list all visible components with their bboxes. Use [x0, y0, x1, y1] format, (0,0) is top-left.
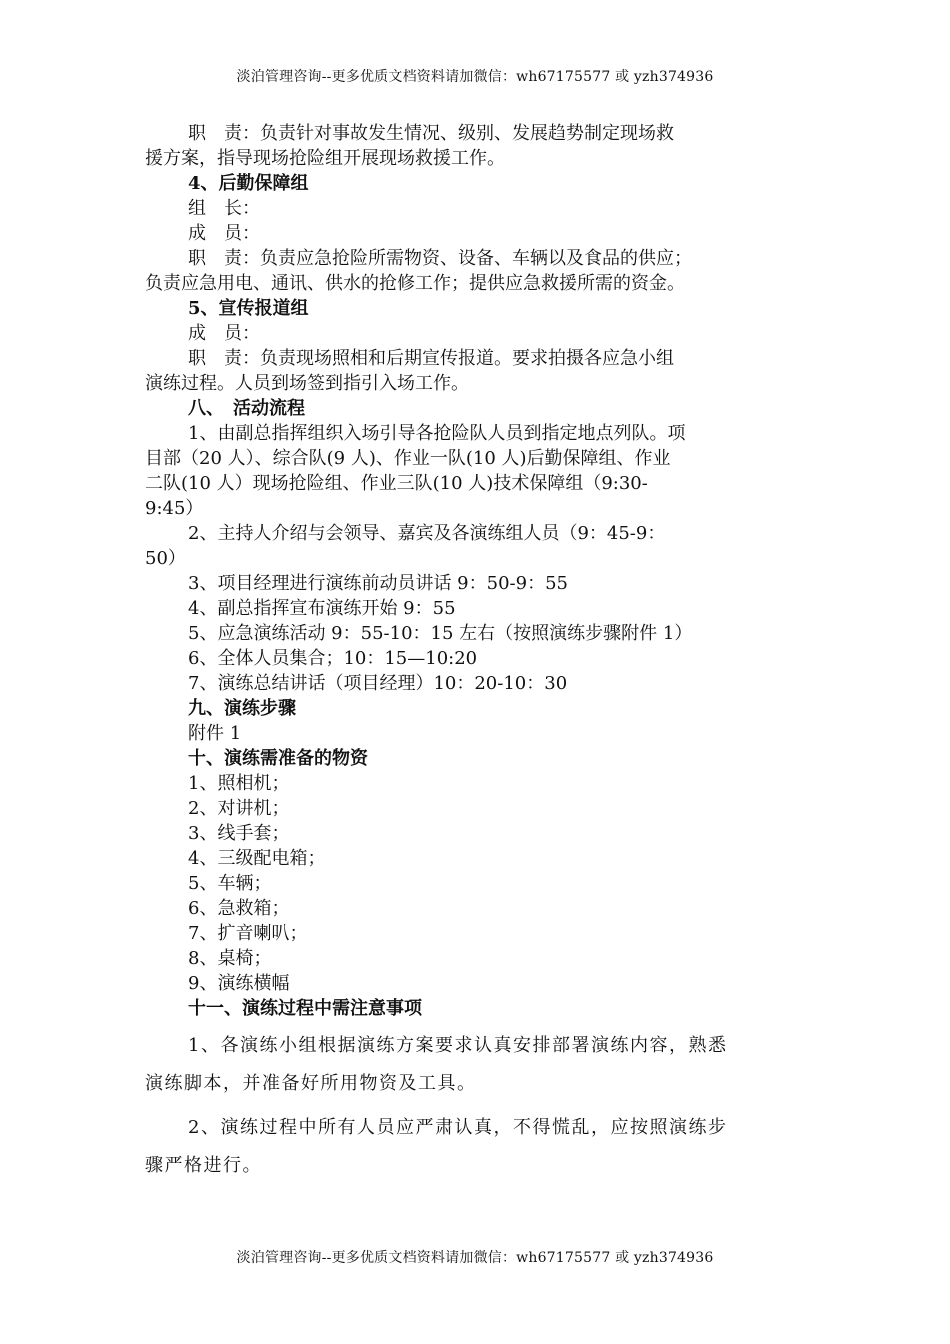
text-line: 4、三级配电箱； — [188, 848, 326, 869]
text-line: 目部（20 人）、综合队(9 人)、作业一队(10 人)后勤保障组、作业 — [145, 448, 671, 469]
text-line: 成 员： — [188, 223, 260, 244]
text-line: 7、扩音喇叭； — [188, 923, 308, 944]
section-heading — [145, 746, 810, 771]
text-line: 职 责：负责现场照相和后期宣传报道。要求拍摄各应急小组 — [188, 348, 674, 369]
text-line: 3、项目经理进行演练前动员讲话 9：50-9：55 — [188, 573, 568, 594]
text-line: 9、演练横幅 — [188, 973, 290, 994]
text-line: 十一、演练过程中需注意事项 — [188, 998, 422, 1019]
page-header: 淡泊管理咨询--更多优质文档资料请加微信：wh67175577 或 yzh374936 — [236, 69, 714, 85]
text-line: 演练过程。人员到场签到指引入场工作。 — [145, 373, 469, 394]
text-line: 5、应急演练活动 9：55-10：15 左右（按照演练步骤附件 1） — [188, 623, 693, 644]
text-line: 9:45） — [145, 498, 204, 519]
paragraph — [145, 1027, 810, 1103]
text-line: 3、线手套； — [188, 823, 290, 844]
text-line: 九、演练步骤 — [188, 698, 296, 719]
text-line: 二队(10 人）现场抢险组、作业三队(10 人)技术保障组（9:30- — [145, 473, 648, 494]
text-line: 附件 1 — [188, 723, 242, 744]
text-line: 1、由副总指挥组织入场引导各抢险队人员到指定地点列队。项 — [188, 423, 686, 444]
paragraph — [145, 571, 810, 596]
paragraph — [145, 221, 810, 246]
text-line: 6、全体人员集合；10：15—10:20 — [188, 648, 478, 669]
paragraph — [145, 621, 810, 646]
paragraph — [145, 321, 810, 346]
paragraph — [145, 771, 810, 796]
paragraph — [145, 796, 810, 821]
paragraph — [145, 896, 810, 921]
text-line: 2、主持人介绍与会领导、嘉宾及各演练组人员（9：45-9： — [188, 523, 666, 544]
section-heading — [145, 996, 810, 1021]
paragraph — [145, 921, 810, 946]
paragraph — [145, 846, 810, 871]
text-line: 职 责：负责应急抢险所需物资、设备、车辆以及食品的供应； — [188, 248, 692, 269]
text-line: 援方案，指导现场抢险组开展现场救援工作。 — [145, 148, 505, 169]
paragraph — [145, 246, 810, 296]
paragraph — [145, 946, 810, 971]
section-heading — [145, 396, 810, 421]
text-line: 50） — [145, 548, 186, 569]
paragraph — [145, 721, 810, 746]
paragraph — [145, 671, 810, 696]
paragraph — [145, 871, 810, 896]
text-line: 组 长： — [188, 198, 260, 219]
text-line: 成 员： — [188, 323, 260, 344]
paragraph — [145, 596, 810, 621]
text-line: 十、演练需准备的物资 — [188, 748, 368, 769]
text-line: 2、对讲机； — [188, 798, 290, 819]
paragraph — [145, 346, 810, 396]
paragraph — [145, 821, 810, 846]
text-line: 负责应急用电、通讯、供水的抢修工作；提供应急救援所需的资金。 — [145, 273, 685, 294]
text-line: 5、宣传报道组 — [188, 298, 309, 319]
text-line: 职 责：负责针对事故发生情况、级别、发展趋势制定现场救 — [188, 123, 674, 144]
text-line: 6、急救箱； — [188, 898, 290, 919]
paragraph — [145, 521, 810, 571]
paragraph — [145, 196, 810, 221]
text-line: 骤严格进行。 — [145, 1155, 262, 1176]
page-footer: 淡泊管理咨询--更多优质文档资料请加微信：wh67175577 或 yzh374936 — [236, 1250, 714, 1266]
text-line: 4、副总指挥宣布演练开始 9：55 — [188, 598, 456, 619]
paragraph — [145, 1109, 810, 1185]
paragraph — [145, 121, 810, 171]
section-heading — [145, 296, 810, 321]
paragraph — [145, 646, 810, 671]
paragraph — [145, 421, 810, 521]
text-line: 演练脚本，并准备好所用物资及工具。 — [145, 1073, 477, 1094]
text-line: 4、后勤保障组 — [188, 173, 309, 194]
paragraph — [145, 971, 810, 996]
section-heading — [145, 171, 810, 196]
document-body — [145, 121, 810, 1185]
section-heading — [145, 696, 810, 721]
text-line: 1、照相机； — [188, 773, 290, 794]
text-line: 1、各演练小组根据演练方案要求认真安排部署演练内容，熟悉 — [188, 1035, 728, 1056]
text-line: 八、 活动流程 — [188, 398, 305, 419]
text-line: 5、车辆； — [188, 873, 272, 894]
text-line: 7、演练总结讲话（项目经理）10：20-10：30 — [188, 673, 568, 694]
text-line: 8、桌椅； — [188, 948, 272, 969]
text-line: 2、演练过程中所有人员应严肃认真，不得慌乱，应按照演练步 — [188, 1117, 728, 1138]
